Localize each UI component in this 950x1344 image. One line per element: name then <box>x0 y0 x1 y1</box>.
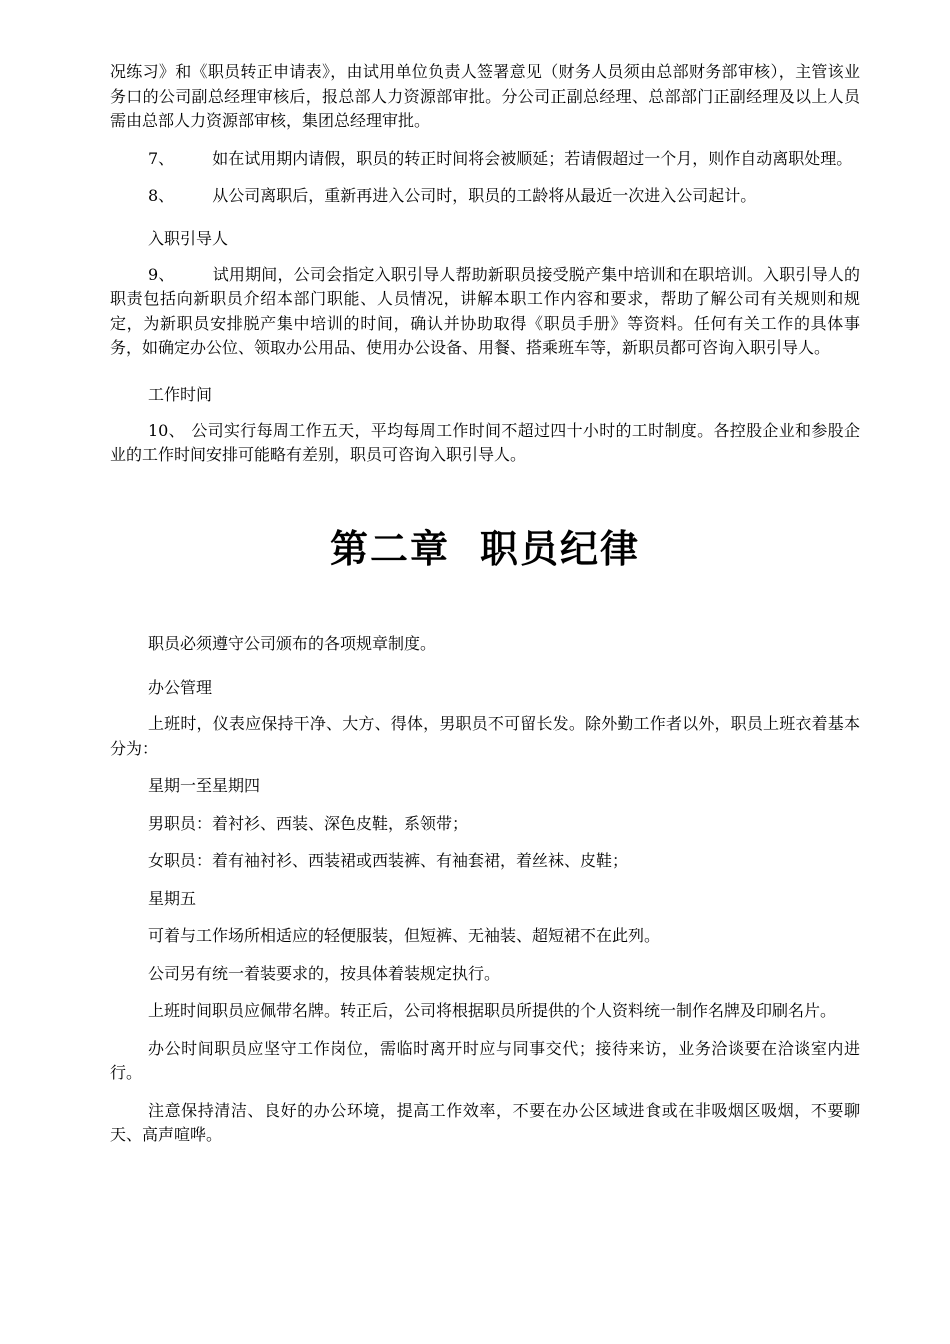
item-9 <box>110 263 860 361</box>
office-line-mon-thu: 星期一至星期四 <box>148 776 261 795</box>
office-line-female-dress: 女职员：着有袖衬衫、西装裙或西装裤、有袖套裙，着丝袜、皮鞋； <box>148 851 629 870</box>
office-line-male-dress: 男职员：着衬衫、西装、深色皮鞋，系领带； <box>148 813 469 833</box>
item-text: 从公司离职后，重新再进入公司时，职员的工龄将从最近一次进入公司起计。 <box>212 186 757 205</box>
office-paragraph-post: 办公时间职员应坚守工作岗位，需临时离开时应与同事交代；接待来访，业务洽谈要在洽谈室内进行。 <box>110 1038 860 1082</box>
section-heading-working-hours: 工作时间 <box>148 384 213 404</box>
chapter-intro: 职员必须遵守公司颁布的各项规章制度。 <box>148 633 437 653</box>
office-paragraph-badge: 上班时间职员应佩带名牌。转正后，公司将根据职员所提供的个人资料统一制作名牌及印刷名片。 <box>148 1001 837 1020</box>
item-text: 如在试用期内请假，职员的转正时间将会被顺延；若请假超过一个月，则作自动离职处理。 <box>212 148 853 168</box>
item-8 <box>110 184 860 209</box>
office-paragraph-dress: 上班时，仪表应保持干净、大方、得体，男职员不可留长发。除外勤工作者以外，职员上班衣着基本分为： <box>110 714 860 758</box>
item-10 <box>110 419 860 468</box>
item-number: 9、 <box>148 264 175 284</box>
item-number: 8、 <box>148 186 175 205</box>
paragraph-continuation: 况练习》和《职员转正申请表》，由试用单位负责人签署意见（财务人员须由总部财务部审核），主管该业务口的公司副总经理审核后，报总部人力资源部审批。分公司正副总经理、总部部门正副经理及以上人员需由总部人力资源部审核，集团总经理审批。 <box>110 62 860 130</box>
office-paragraph-environment: 注意保持清洁、良好的办公环境，提高工作效率，不要在办公区域进食或在非吸烟区吸烟，不要聊天、高声喧哗。 <box>110 1100 860 1144</box>
document-page <box>110 60 860 1161</box>
item-text: 试用期间，公司会指定入职引导人帮助新职员接受脱产集中培训和在职培训。入职引导人的职责包括向新职员介绍本部门职能、人员情况，讲解本职工作内容和要求，帮助了解公司有关规则和规定，为新职员安排脱产集中培训的时间，确认并协助取得《职员手册》等资料。任何有关工作的具体事务，如确定办公位、领取办公用品、使用办公设备、用餐、搭乘班车等，新职员都可咨询入职引导人。 <box>110 264 860 357</box>
item-number: 7、 <box>148 148 175 168</box>
office-line-friday: 星期五 <box>148 888 197 908</box>
section-heading-office-management: 办公管理 <box>148 678 213 697</box>
item-text: 公司实行每周工作五天，平均每周工作时间不超过四十小时的工时制度。各控股企业和参股企业的工作时间安排可能略有差别，职员可咨询入职引导人。 <box>110 420 860 464</box>
section-heading-onboarding-guide: 入职引导人 <box>148 228 229 248</box>
office-line-uniform: 公司另有统一着装要求的，按具体着装规定执行。 <box>148 963 501 983</box>
item-number: 10、 <box>148 420 185 440</box>
item-7 <box>110 147 860 172</box>
chapter-title <box>110 524 860 574</box>
chapter-name: 职员纪律 <box>480 525 641 571</box>
chapter-number: 第二章 <box>329 525 450 571</box>
office-line-casual: 可着与工作场所相适应的轻便服装，但短裤、无袖装、超短裙不在此列。 <box>148 926 661 945</box>
